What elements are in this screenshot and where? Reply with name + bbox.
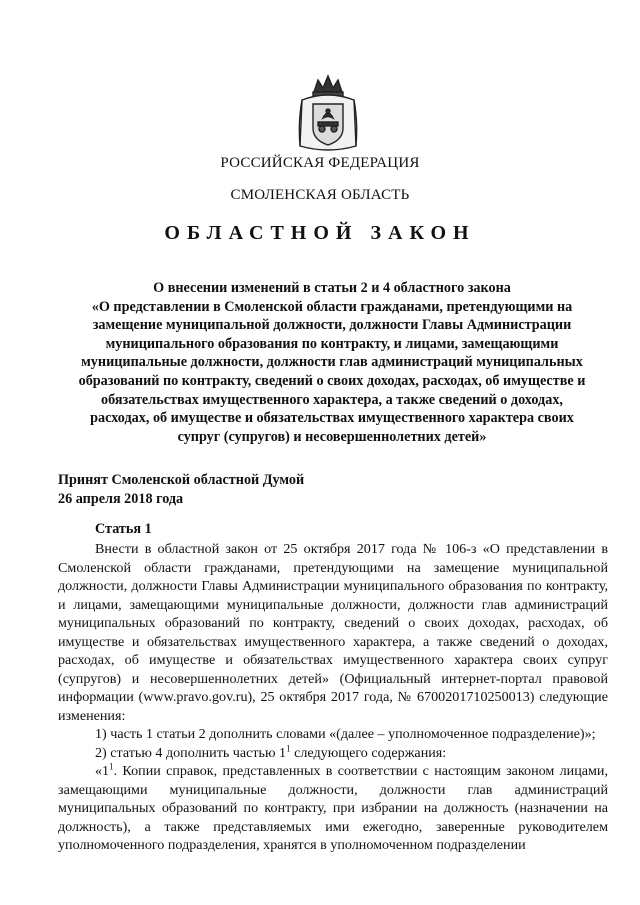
quote-superscript: 1 xyxy=(109,761,114,772)
coat-of-arms-emblem xyxy=(296,72,360,154)
law-type-title: ОБЛАСТНОЙ ЗАКОН xyxy=(164,222,476,244)
law-subject xyxy=(58,279,606,446)
adoption-info xyxy=(58,471,304,509)
subject-line: образований по контракту, сведений о своих доходах, расходах, об имуществе и xyxy=(78,372,586,389)
article-heading: Статья 1 xyxy=(95,521,152,537)
article-item-1: 1) часть 1 статьи 2 дополнить словами «(далее – уполномоченное подразделение)»; xyxy=(95,726,596,742)
item2-text-after: следующего содержания: xyxy=(290,744,447,761)
subject-line: муниципальные должности, должности глав администраций муниципальных xyxy=(81,354,583,371)
subject-line: замещение муниципальной должности, должности Главы Администрации xyxy=(92,317,572,334)
subject-line: обязательствах имущественного характера, а также сведений о доходах, xyxy=(101,391,563,408)
article-item-2 xyxy=(58,744,608,763)
item2-text-before: 2) статью 4 дополнить частью 1 xyxy=(95,744,287,761)
subject-line: «О представлении в Смоленской области гражданами, претендующими на xyxy=(91,298,573,315)
quote-text: . Копии справок, представленных в соответствии с настоящим законом лицами, замещающими муниципальные должности, должности глав администраций муниципальных образований по контракту, при избрании на должность (назначении на должность), а также представляемых ими ежегодно, заверенные руководителем уполномоченного подразделения, хранятся в уполномоченном подразделении xyxy=(58,763,608,853)
country-heading: РОССИЙСКАЯ ФЕДЕРАЦИЯ xyxy=(220,155,420,171)
article-intro: Внести в областной закон от 25 октября 2017 года № 106-з «О представлении в Смоленской области гражданами, претендующими на замещение муниципальной должности, должности Главы Администрации муниципального образования по контракту, и лицами, замещающими муниципальные должности, должности глав администраций муниципальных образований по контракту, сведений о своих доходах, расходах, об имуществе и обязательствах имущественного характера, а также сведений о доходах, расходах, об имуществе и обязательствах имущественного характера своих супруг (супругов) и несовершеннолетних детей» (Официальный интернет-портал правовой информации (www.pravo.gov.ru), 25 октября 2017 года, № 6700201710250013) следующие изменения: xyxy=(58,541,608,724)
subject-line: муниципального образования по контракту, и лицами, замещающими xyxy=(105,335,559,352)
article-body xyxy=(58,540,608,855)
adopted-by: Принят Смоленской областной Думой xyxy=(58,472,305,488)
subject-line: расходах, об имуществе и обязательствах имущественного характера своих xyxy=(90,410,574,427)
adopted-date: 26 апреля 2018 года xyxy=(58,491,184,507)
quote-open: «1 xyxy=(95,763,110,779)
article-quote xyxy=(58,762,608,855)
subject-line: О внесении изменений в статьи 2 и 4 областного закона xyxy=(153,280,511,296)
region-heading: СМОЛЕНСКАЯ ОБЛАСТЬ xyxy=(230,187,410,203)
item2-superscript: 1 xyxy=(286,742,291,753)
subject-line: супруг (супругов) и несовершеннолетних детей» xyxy=(177,428,487,445)
